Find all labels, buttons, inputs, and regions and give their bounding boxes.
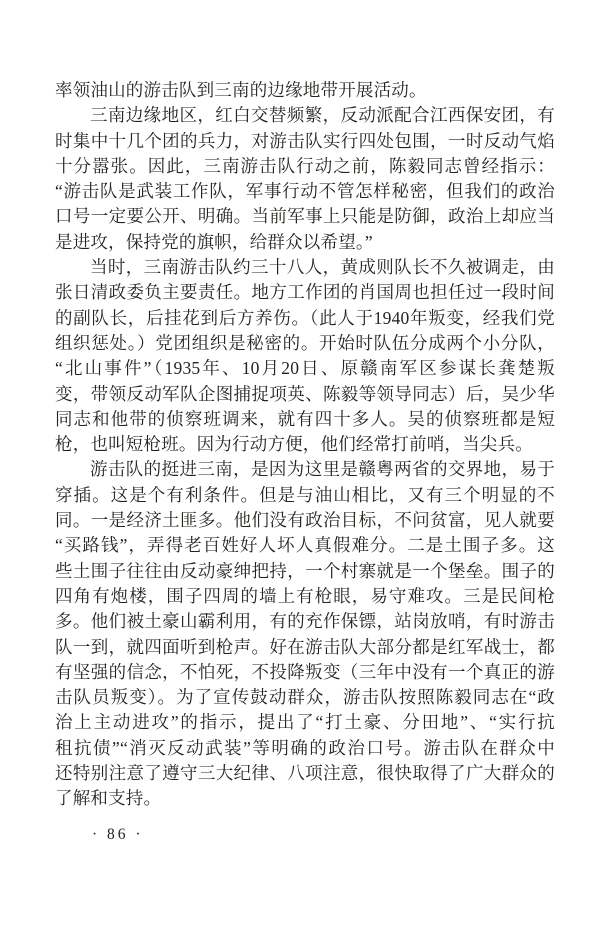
text-line: 有坚强的信念，不怕死，不投降叛变（三年中没有一个真正的游 <box>55 661 555 682</box>
text-line: 率领油山的游击队到三南的边缘地带开展活动。 <box>55 80 427 100</box>
text-line: 了解和支持。 <box>55 788 162 809</box>
text-line: 三南边缘地区，红白交替频繁，反动派配合江西保安团，有 <box>90 105 555 126</box>
text-line: 时集中十几个团的兵力，对游击队实行四处包围，一时反动气焰 <box>55 130 555 151</box>
text-line: 击队员叛变）。为了宣传鼓动群众，游击队按照陈毅同志在“政 <box>55 687 555 708</box>
text-line: 的副队长，后挂花到后方养伤。（此人于1940年叛变，经我们党 <box>55 307 555 328</box>
text-line: 治上主动进攻”的指示，提出了“打土豪、分田地”、“实行抗 <box>55 712 555 733</box>
text-line: 十分嚣张。因此，三南游击队行动之前，陈毅同志曾经指示： <box>55 155 555 176</box>
text-line: 穿插。这是个有利条件。但是与油山相比，又有三个明显的不 <box>55 484 555 505</box>
text-line: 当时，三南游击队约三十八人，黄成则队长不久被调走，由 <box>90 257 555 278</box>
text-line: 多。他们被土豪山霸利用，有的充作保镖，站岗放哨，有时游击 <box>55 611 555 632</box>
text-line: “游击队是武装工作队，军事行动不管怎样秘密，但我们的政治 <box>55 181 555 202</box>
text-line: 口号一定要公开、明确。当前军事上只能是防御，政治上却应当 <box>55 206 555 227</box>
text-line: 同志和他带的侦察班调来，就有四十多人。吴的侦察班都是短 <box>55 408 555 429</box>
body-text <box>55 78 555 812</box>
text-line: 租抗债”“消灭反动武装”等明确的政治口号。游击队在群众中 <box>55 737 555 758</box>
text-line: 些土围子往往由反动豪绅把持，一个村寨就是一个堡垒。围子的 <box>55 560 555 581</box>
text-line: 游击队的挺进三南，是因为这里是赣粤两省的交界地，易于 <box>90 459 555 480</box>
text-line: 四角有炮楼，围子四周的墙上有枪眼，易守难攻。三是民间枪 <box>55 585 555 606</box>
text-line: 队一到，就四面听到枪声。好在游击队大部分都是红军战士，都 <box>55 636 555 657</box>
text-line: “买路钱”，弄得老百姓好人坏人真假难分。二是土围子多。这 <box>55 535 555 556</box>
text-line: 枪，也叫短枪班。因为行动方便，他们经常打前哨，当尖兵。 <box>55 434 533 455</box>
text-line: 还特别注意了遵守三大纪律、八项注意，很快取得了广大群众的 <box>55 763 555 784</box>
text-line: 是进攻，保持党的旗帜，给群众以希望。” <box>55 231 373 252</box>
page-number: · 86 · <box>92 826 144 843</box>
text-line: 组织惩处。）党团组织是秘密的。开始时队伍分成两个小分队， <box>55 332 555 353</box>
text-line: 张日清政委负主要责任。地方工作团的肖国周也担任过一段时间 <box>55 282 555 303</box>
text-line: 同。一是经济土匪多。他们没有政治目标，不问贫富，见人就要 <box>55 510 555 531</box>
text-line: 变，带领反动军队企图捕捉项英、陈毅等领导同志）后，吴少华 <box>55 383 555 404</box>
text-line: “北山事件”（1935年、10月20日、原赣南军区参谋长龚楚叛 <box>55 358 555 379</box>
